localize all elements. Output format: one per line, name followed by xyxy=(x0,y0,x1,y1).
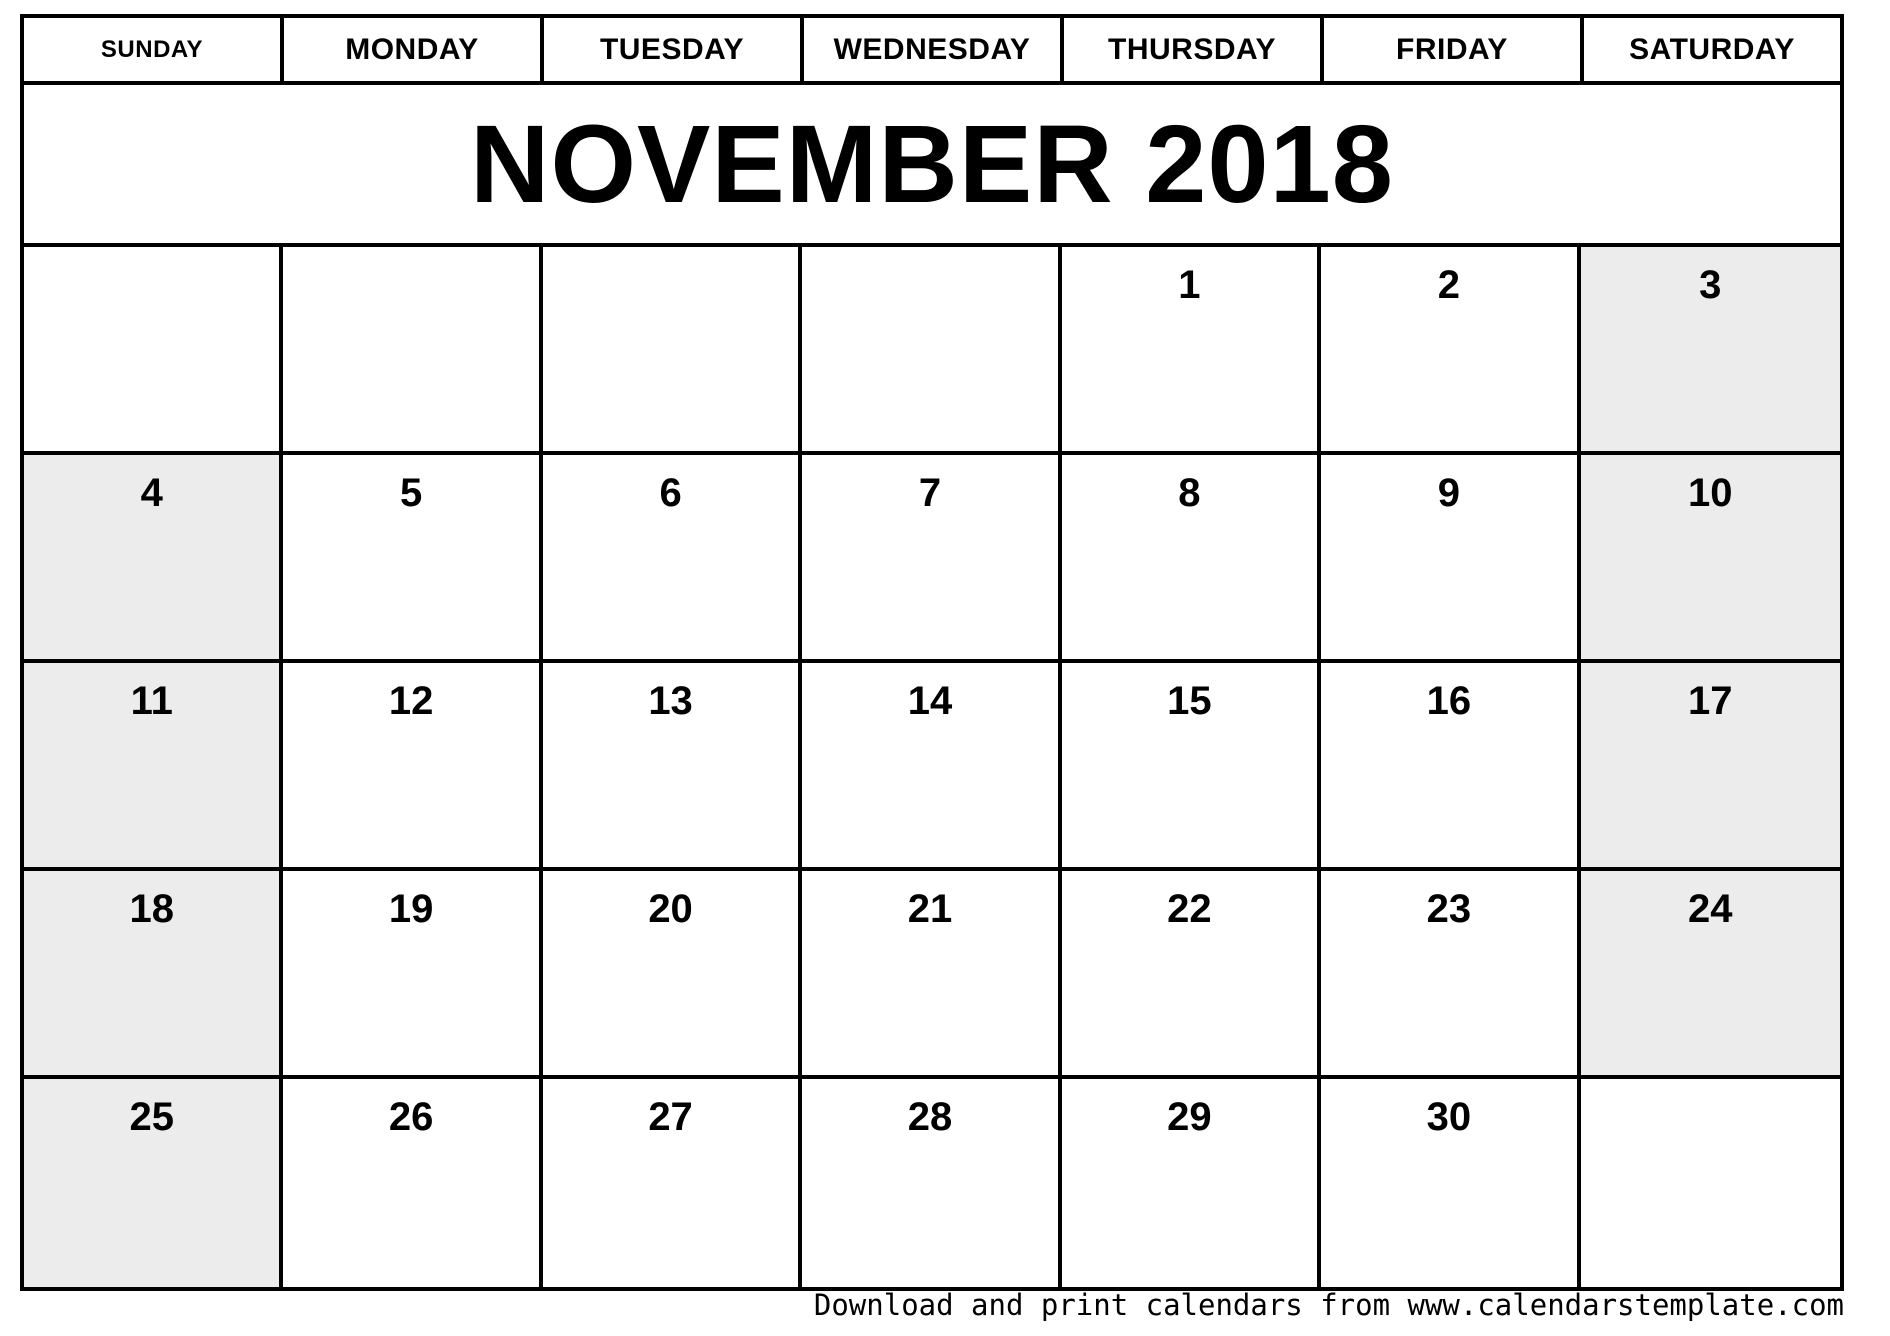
day-cell xyxy=(1581,663,1840,871)
day-cell xyxy=(24,455,283,663)
day-number: 2 xyxy=(1437,263,1460,307)
day-number: 14 xyxy=(907,679,953,723)
day-cell xyxy=(1321,1079,1580,1287)
day-number: 23 xyxy=(1426,887,1472,931)
day-number: 17 xyxy=(1688,679,1733,723)
weekday-sunday: SUNDAY xyxy=(24,18,284,81)
day-cell xyxy=(543,663,802,871)
day-cell xyxy=(283,663,542,871)
day-cell xyxy=(1321,871,1580,1079)
day-cell xyxy=(1062,1079,1321,1287)
day-number: 15 xyxy=(1167,679,1212,723)
day-number: 25 xyxy=(129,1095,174,1139)
day-cell xyxy=(543,1079,802,1287)
day-cell xyxy=(1321,663,1580,871)
day-cell xyxy=(283,455,542,663)
day-cell xyxy=(802,871,1061,1079)
day-cell xyxy=(1581,455,1840,663)
day-cell xyxy=(543,871,802,1079)
day-cell xyxy=(24,871,283,1079)
day-number: 19 xyxy=(388,887,434,931)
day-number: 3 xyxy=(1699,263,1722,307)
day-number: 10 xyxy=(1688,471,1733,515)
weekday-wednesday: WEDNESDAY xyxy=(804,18,1064,81)
day-cell xyxy=(24,247,283,455)
day-cell xyxy=(802,455,1061,663)
day-number: 9 xyxy=(1437,471,1460,515)
day-cell xyxy=(24,663,283,871)
day-cell xyxy=(1581,247,1840,455)
day-cell xyxy=(283,871,542,1079)
day-number: 21 xyxy=(907,887,953,931)
day-grid xyxy=(24,247,1840,1287)
footer-credit: Download and print calendars from www.calendarstemplate.com xyxy=(813,1288,1844,1322)
day-number: 24 xyxy=(1688,887,1733,931)
day-cell xyxy=(283,1079,542,1287)
day-cell xyxy=(1062,663,1321,871)
day-number: 26 xyxy=(388,1095,434,1139)
weekday-tuesday: TUESDAY xyxy=(544,18,804,81)
day-cell xyxy=(543,455,802,663)
day-cell xyxy=(1581,1079,1840,1287)
day-cell xyxy=(1062,247,1321,455)
day-cell xyxy=(1321,247,1580,455)
calendar-table xyxy=(20,14,1844,1291)
day-cell xyxy=(802,1079,1061,1287)
day-number: 29 xyxy=(1167,1095,1212,1139)
day-cell xyxy=(802,663,1061,871)
day-cell xyxy=(24,1079,283,1287)
day-cell xyxy=(283,247,542,455)
weekday-thursday: THURSDAY xyxy=(1064,18,1324,81)
day-cell xyxy=(1062,455,1321,663)
day-number: 5 xyxy=(400,471,423,515)
day-cell xyxy=(1062,871,1321,1079)
day-number: 12 xyxy=(388,679,434,723)
day-number: 13 xyxy=(648,679,693,723)
month-title: NOVEMBER 2018 xyxy=(24,85,1840,247)
day-number: 28 xyxy=(907,1095,953,1139)
day-number: 20 xyxy=(648,887,693,931)
day-cell xyxy=(802,247,1061,455)
day-number: 8 xyxy=(1178,471,1201,515)
day-number: 4 xyxy=(140,471,163,515)
day-number: 30 xyxy=(1426,1095,1472,1139)
weekday-header-row xyxy=(24,18,1840,85)
day-number: 11 xyxy=(130,679,173,723)
day-number: 18 xyxy=(129,887,174,931)
day-number: 27 xyxy=(648,1095,693,1139)
day-cell xyxy=(1581,871,1840,1079)
weekday-friday: FRIDAY xyxy=(1324,18,1584,81)
day-number: 22 xyxy=(1167,887,1212,931)
day-number: 16 xyxy=(1426,679,1472,723)
weekday-monday: MONDAY xyxy=(284,18,544,81)
day-cell xyxy=(1321,455,1580,663)
day-number: 6 xyxy=(659,471,682,515)
day-number: 1 xyxy=(1178,263,1201,307)
weekday-saturday: SATURDAY xyxy=(1629,32,1795,66)
day-number: 7 xyxy=(918,471,942,515)
day-cell xyxy=(543,247,802,455)
